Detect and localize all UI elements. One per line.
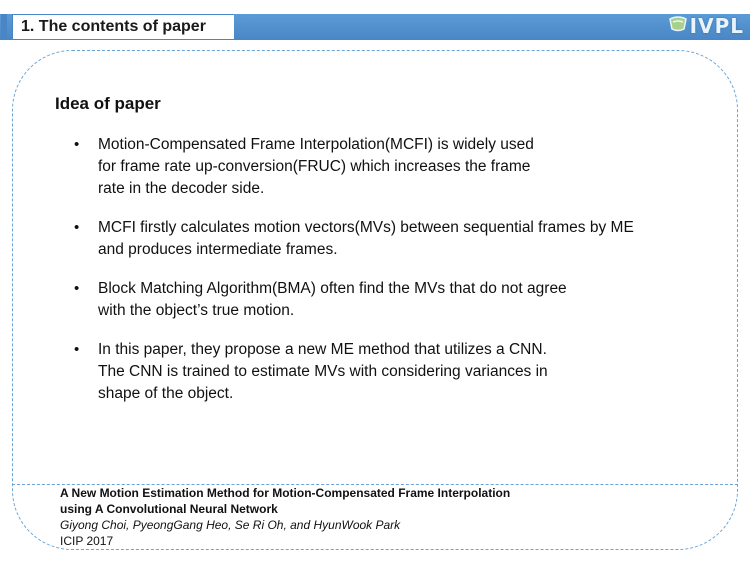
bullet-item xyxy=(70,339,710,405)
bullet-line: MCFI firstly calculates motion vectors(MVs) between sequential frames by ME xyxy=(98,219,634,236)
bullet-line: Motion-Compensated Frame Interpolation(MCFI) is widely used xyxy=(98,136,534,153)
bullet-dot-icon: • xyxy=(74,341,80,358)
ivpl-logo xyxy=(668,14,744,38)
bullet-dot-icon: • xyxy=(74,280,80,297)
bullet-line: The CNN is trained to estimate MVs with considering variances in xyxy=(98,363,548,380)
bullet-line: with the object’s true motion. xyxy=(98,302,295,319)
citation xyxy=(60,485,510,549)
bullet-line: In this paper, they propose a new ME method that utilizes a CNN. xyxy=(98,341,547,358)
header-title-box xyxy=(12,14,234,40)
bullet-dot-icon: • xyxy=(74,219,80,236)
page-title: 1. The contents of paper xyxy=(21,18,206,35)
citation-title-line: using A Convolutional Neural Network xyxy=(60,502,278,516)
bullet-dot-icon: • xyxy=(74,136,80,153)
bullet-item xyxy=(70,134,710,200)
bullet-line: shape of the object. xyxy=(98,385,234,402)
bullet-list xyxy=(70,134,710,422)
logo-text: IVPL xyxy=(689,14,744,38)
citation-title-line: A New Motion Estimation Method for Motion-Compensated Frame Interpolation xyxy=(60,486,511,500)
bullet-line: Block Matching Algorithm(BMA) often find the MVs that do not agree xyxy=(98,280,567,297)
bullet-line: for frame rate up-conversion(FRUC) which increases the frame xyxy=(98,158,531,175)
bullet-item xyxy=(70,217,710,261)
citation-authors: Giyong Choi, PyeongGang Heo, Se Ri Oh, and HyunWook Park xyxy=(60,518,401,532)
bullet-item xyxy=(70,278,710,322)
logo-mark-icon xyxy=(668,15,688,38)
bullet-line: and produces intermediate frames. xyxy=(98,241,338,258)
section-title: Idea of paper xyxy=(55,94,161,113)
bullet-line: rate in the decoder side. xyxy=(98,180,265,197)
citation-venue: ICIP 2017 xyxy=(60,534,114,548)
